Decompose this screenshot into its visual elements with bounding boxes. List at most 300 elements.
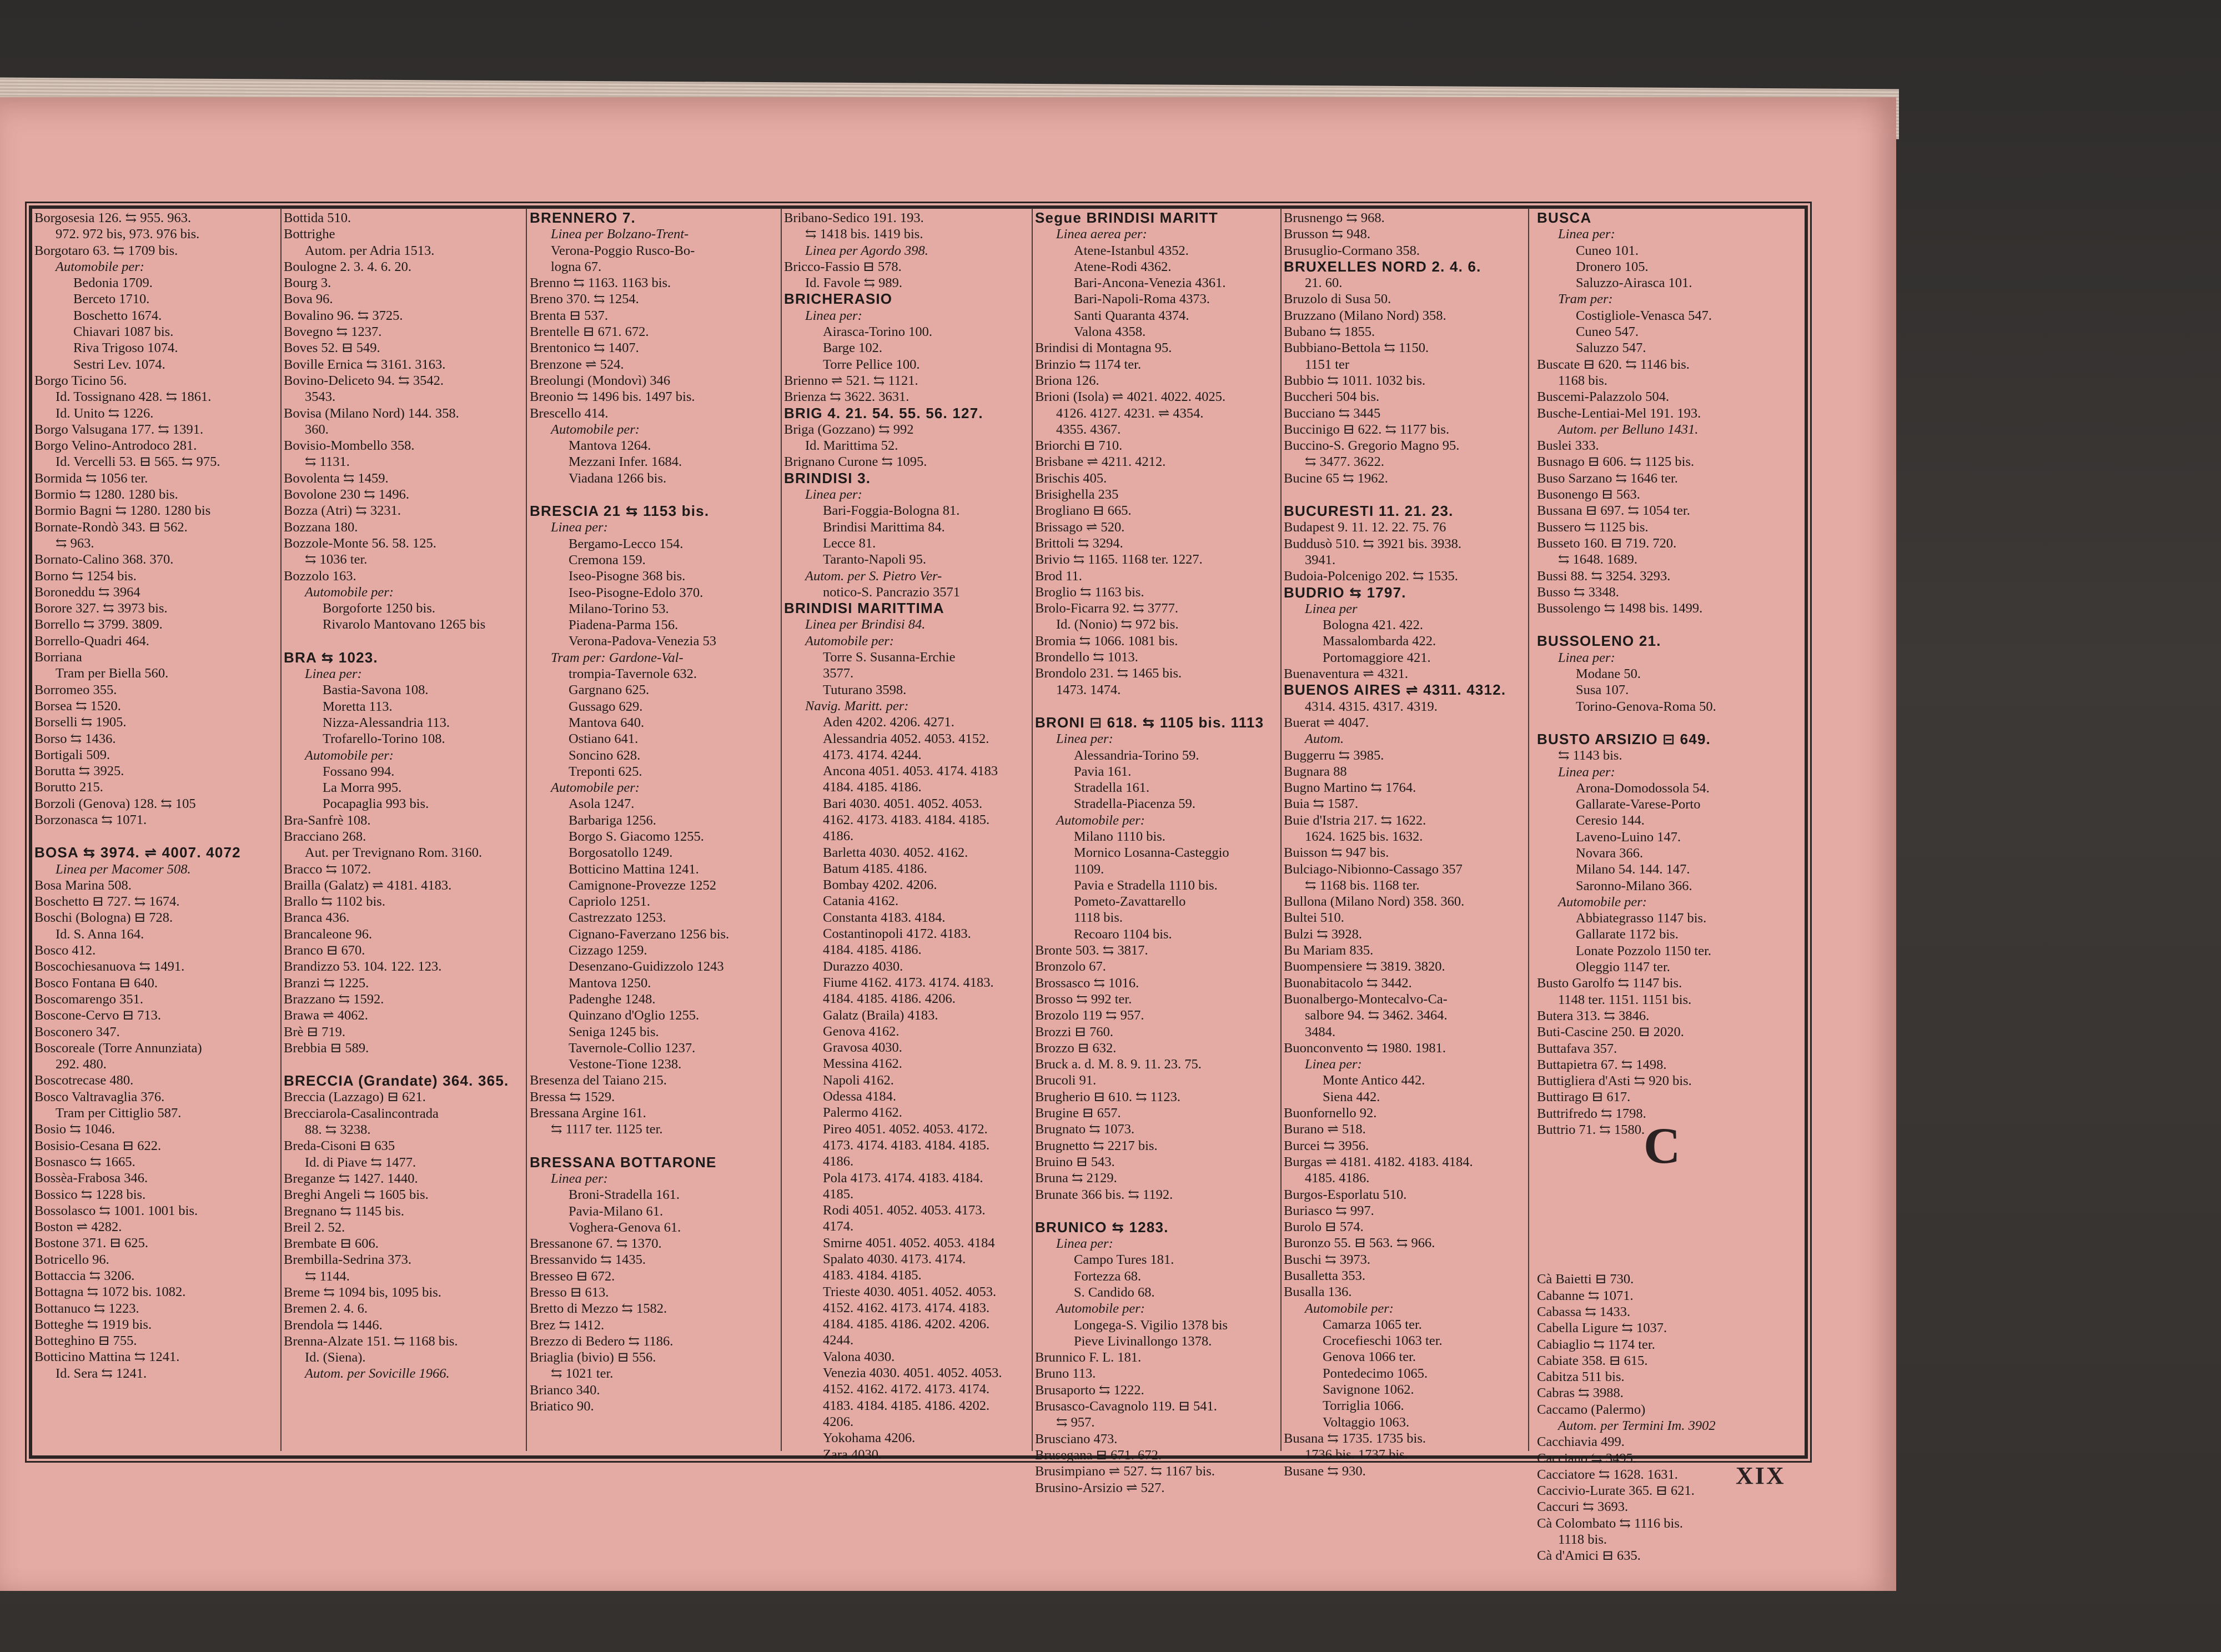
index-entry: Buccinigo ⊟ 622. ⇆ 1177 bis.	[1284, 421, 1450, 437]
index-entry: Brucoli 91.	[1035, 1073, 1097, 1088]
index-entry: Bullona (Milano Nord) 358. 360.	[1284, 894, 1465, 910]
index-entry: BOSA ⇆ 3974. ⇌ 4007. 4072	[34, 844, 241, 861]
index-entry: Bovisio-Mombello 358.	[284, 438, 415, 454]
index-entry: Venezia 4030. 4051. 4052. 4053.	[823, 1365, 1002, 1381]
index-entry: Camignone-Provezze 1252	[569, 877, 717, 893]
index-entry: Asola 1247.	[569, 796, 635, 812]
index-entry: Aden 4202. 4206. 4271.	[823, 715, 954, 730]
index-entry: Briaglia (bivio) ⊟ 556.	[530, 1350, 656, 1365]
index-entry: Abbiategrasso 1147 bis.	[1576, 911, 1707, 926]
index-entry: Brondello ⇆ 1013.	[1035, 650, 1138, 665]
index-entry: Cà Colombato ⇆ 1116 bis.	[1537, 1515, 1684, 1531]
column-3	[530, 210, 780, 1448]
index-entry: Trieste 4030. 4051. 4052. 4053.	[823, 1284, 997, 1299]
column-divider	[1032, 208, 1033, 1451]
index-entry: Fossano 994.	[323, 764, 395, 779]
index-entry: Borgoforte 1250 bis.	[323, 601, 436, 616]
index-entry: Tram per:	[1558, 292, 1613, 307]
index-entry: Broglio ⇆ 1163 bis.	[1035, 584, 1144, 600]
index-entry: Bedonia 1709.	[73, 275, 153, 291]
index-entry: Bergamo-Lecco 154.	[569, 536, 684, 551]
index-entry: BUENOS AIRES ⇌ 4311. 4312.	[1284, 681, 1506, 699]
index-entry: Autom.	[1305, 731, 1344, 747]
index-entry: Pavia e Stradella 1110 bis.	[1074, 877, 1218, 893]
index-entry: Cabiaglio ⇆ 1174 ter.	[1537, 1337, 1655, 1352]
index-entry: ⇆ 1418 bis. 1419 bis.	[805, 227, 923, 242]
index-entry: Bozzolo 163.	[284, 568, 356, 584]
index-entry: ⇆ 1648. 1689.	[1558, 552, 1638, 568]
index-entry: BRUXELLES NORD 2. 4. 6.	[1284, 258, 1481, 275]
index-entry: Bari-Foggia-Bologna 81.	[823, 503, 960, 519]
index-entry: Rodi 4051. 4052. 4053. 4173.	[823, 1203, 986, 1218]
index-entry: Buggerru ⇆ 3985.	[1284, 747, 1384, 763]
column-divider	[526, 208, 527, 1451]
index-entry: Bourg 3.	[284, 275, 331, 291]
index-entry: Boschi (Bologna) ⊟ 728.	[34, 910, 173, 926]
index-entry: BRUNICO ⇆ 1283.	[1035, 1218, 1169, 1236]
index-entry: Brugine ⊟ 657.	[1035, 1106, 1121, 1121]
index-entry: Brentonico ⇆ 1407.	[530, 340, 639, 356]
index-entry: Torriglia 1066.	[1323, 1398, 1404, 1414]
index-entry: Buccino-S. Gregorio Magno 95.	[1284, 438, 1460, 454]
index-entry: Bubbiano-Bettola ⇆ 1150.	[1284, 340, 1429, 356]
index-entry: Brawa ⇌ 4062.	[284, 1008, 368, 1023]
index-entry: Botticino Mattina ⇆ 1241.	[34, 1349, 180, 1365]
index-entry: Borutto 215.	[34, 780, 103, 795]
index-entry: Brozzo ⊟ 632.	[1035, 1040, 1117, 1056]
index-entry: Gallarate-Varese-Porto	[1576, 797, 1701, 812]
index-entry: Bracciano 268.	[284, 828, 366, 844]
index-entry: Mantova 1250.	[569, 975, 651, 991]
index-entry: 4173. 4174. 4244.	[823, 747, 922, 762]
index-entry: Bromia ⇆ 1066. 1081 bis.	[1035, 633, 1178, 649]
index-entry: Brandizzo 53. 104. 122. 123.	[284, 959, 442, 975]
index-entry: Bosa Marina 508.	[34, 877, 132, 893]
index-entry: Cabiate 358. ⊟ 615.	[1537, 1353, 1648, 1368]
index-entry: BUSCA	[1537, 209, 1592, 226]
index-entry: Recoaro 1104 bis.	[1074, 926, 1172, 942]
index-entry: Buonfornello 92.	[1284, 1106, 1377, 1121]
index-entry: Automobile per:	[1056, 812, 1145, 828]
index-entry: Bozzole-Monte 56. 58. 125.	[284, 535, 436, 551]
index-entry: 360.	[305, 421, 329, 437]
index-entry: Monte Antico 442.	[1323, 1073, 1425, 1088]
index-entry: 4186.	[823, 1154, 854, 1169]
index-entry: Buttigliera d'Asti ⇆ 920 bis.	[1537, 1073, 1692, 1089]
index-entry: Brazzano ⇆ 1592.	[284, 991, 384, 1007]
index-entry: Bresseo ⊟ 672.	[530, 1268, 615, 1284]
index-entry: Bari-Napoli-Roma 4373.	[1074, 292, 1210, 307]
index-entry: Cacchiavia 499.	[1537, 1434, 1625, 1450]
index-entry: Galatz (Braila) 4183.	[823, 1007, 938, 1023]
index-entry: Briorchi ⊟ 710.	[1035, 438, 1123, 454]
index-entry: Camarza 1065 ter.	[1323, 1317, 1422, 1332]
column-4	[784, 210, 1031, 1462]
index-entry: Brissago ⇌ 520.	[1035, 519, 1125, 535]
index-entry: Brenna-Alzate 151. ⇆ 1168 bis.	[284, 1333, 458, 1349]
index-entry: Bruzzano (Milano Nord) 358.	[1284, 308, 1446, 323]
index-entry: Buompensiere ⇆ 3819. 3820.	[1284, 959, 1445, 975]
index-entry: Autom. per Sovicille 1966.	[305, 1366, 450, 1382]
index-entry: Brianco 340.	[530, 1382, 600, 1398]
index-entry: Alessandria 4052. 4053. 4152.	[823, 731, 989, 746]
index-entry: Buddusò 510. ⇆ 3921 bis. 3938.	[1284, 536, 1461, 551]
index-entry: Busto Garolfo ⇆ 1147 bis.	[1537, 976, 1682, 991]
index-entry: BRINDISI 3.	[784, 469, 871, 486]
index-entry: Viadana 1266 bis.	[569, 470, 667, 486]
index-entry: Automobile per:	[1558, 894, 1647, 910]
index-entry: Atene-Istanbul 4352.	[1074, 243, 1189, 258]
index-entry: Borgosesia 126. ⇆ 955. 963.	[34, 210, 192, 225]
index-entry: Ostiano 641.	[569, 731, 639, 747]
index-entry: Berceto 1710.	[73, 292, 150, 307]
index-entry: Buenaventura ⇌ 4321.	[1284, 666, 1408, 682]
index-entry: Brisighella 235	[1035, 487, 1119, 503]
index-entry: Massalombarda 422.	[1323, 634, 1436, 649]
index-entry: Bossico ⇆ 1228 bis.	[34, 1187, 146, 1202]
index-entry: 88. ⇆ 3238.	[305, 1122, 371, 1138]
index-entry: Brugherio ⊟ 610. ⇆ 1123.	[1035, 1089, 1180, 1104]
index-entry: Pavia-Milano 61.	[569, 1203, 664, 1219]
index-entry: 4186.	[823, 828, 854, 844]
index-entry: Brè ⊟ 719.	[284, 1024, 346, 1040]
index-entry: BRONI ⊟ 618. ⇆ 1105 bis. 1113	[1035, 714, 1264, 731]
index-entry: Automobile per:	[305, 747, 394, 763]
index-entry: Aut. per Trevignano Rom. 3160.	[305, 845, 483, 861]
index-entry: 1624. 1625 bis. 1632.	[1305, 828, 1423, 844]
index-entry: Borriana	[34, 650, 82, 665]
index-entry: Automobile per:	[1056, 1301, 1145, 1317]
index-entry: Brusegana ⊟ 671. 672.	[1035, 1447, 1162, 1463]
index-entry: Id. (Nonio) ⇆ 972 bis.	[1056, 617, 1179, 632]
index-entry: Genova 1066 ter.	[1323, 1349, 1416, 1365]
index-entry: Brescello 414.	[530, 405, 609, 421]
index-entry: Seniga 1245 bis.	[569, 1024, 659, 1040]
index-entry: Bresso ⊟ 613.	[530, 1285, 609, 1300]
index-entry: Budapest 9. 11. 12. 22. 75. 76	[1284, 520, 1446, 535]
index-entry: Briga (Gozzano) ⇆ 992	[784, 421, 914, 437]
index-entry: Boscoreale (Torre Annunziata)	[34, 1040, 202, 1056]
index-entry: Bruno 113.	[1035, 1366, 1096, 1382]
index-entry: BRINDISI MARITTIMA	[784, 600, 944, 617]
index-entry: BRA ⇆ 1023.	[284, 649, 378, 666]
index-entry: Bossèa-Frabosa 346.	[34, 1171, 148, 1186]
index-entry: Bucine 65 ⇆ 1962.	[1284, 470, 1388, 486]
index-entry: 1736 bis. 1737 bis.	[1305, 1447, 1408, 1463]
index-entry: Linea per Agordo 398.	[805, 243, 928, 258]
index-entry: Bormida ⇆ 1056 ter.	[34, 470, 148, 486]
index-entry: Constanta 4183. 4184.	[823, 910, 946, 925]
index-entry: ⇆ 957.	[1056, 1415, 1095, 1430]
index-entry: Breccia (Lazzago) ⊟ 621.	[284, 1089, 426, 1105]
index-entry: Brentelle ⊟ 671. 672.	[530, 324, 649, 340]
index-entry: Pireo 4051. 4052. 4053. 4172.	[823, 1121, 988, 1137]
index-entry: Bosco Fontana ⊟ 640.	[34, 975, 158, 991]
index-entry: S. Candido 68.	[1074, 1285, 1155, 1300]
index-entry: Bressanone 67. ⇆ 1370.	[530, 1236, 662, 1252]
index-entry: Verona-Padova-Venezia 53	[569, 634, 716, 649]
index-entry: Branco ⊟ 670.	[284, 943, 365, 958]
index-entry: Broni-Stradella 161.	[569, 1187, 680, 1203]
index-entry: Crocefieschi 1063 ter.	[1323, 1333, 1443, 1349]
index-entry: Iseo-Pisogne-Edolo 370.	[569, 585, 704, 600]
index-entry: Rivarolo Mantovano 1265 bis	[323, 617, 486, 632]
index-entry: Breme ⇆ 1094 bis, 1095 bis.	[284, 1285, 441, 1300]
index-entry: Borgotaro 63. ⇆ 1709 bis.	[34, 243, 178, 258]
index-entry: Barbariga 1256.	[569, 812, 656, 828]
index-entry: La Morra 995.	[323, 780, 402, 796]
index-entry: Borgo Ticino 56.	[34, 373, 127, 388]
index-entry: 972. 972 bis, 973. 976 bis.	[56, 227, 200, 242]
index-entry: Bottanuco ⇆ 1223.	[34, 1300, 139, 1316]
index-entry: Brindisi Marittima 84.	[823, 519, 945, 535]
index-entry: 1151 ter	[1305, 356, 1350, 372]
index-entry: Automobile per:	[551, 421, 640, 437]
index-entry: Cà Baietti ⊟ 730.	[1537, 1272, 1634, 1287]
index-entry: Borrello-Quadri 464.	[34, 633, 149, 649]
index-entry: Linea per	[1305, 601, 1358, 616]
index-entry: Burano ⇌ 518.	[1284, 1122, 1366, 1137]
index-entry: Pola 4173. 4174. 4183. 4184.	[823, 1170, 983, 1186]
index-entry: Brecciarola-Casalincontrada	[284, 1106, 439, 1121]
index-entry: Automobile per:	[805, 633, 894, 649]
index-entry: Quinzano d'Oglio 1255.	[569, 1008, 700, 1023]
index-entry: Buttafava 357.	[1537, 1041, 1617, 1056]
index-entry: Brittoli ⇆ 3294.	[1035, 535, 1123, 551]
index-entry: Brienza ⇆ 3622. 3631.	[784, 389, 909, 405]
index-entry: Cà d'Amici ⊟ 635.	[1537, 1548, 1641, 1564]
index-entry: Cabras ⇆ 3988.	[1537, 1385, 1624, 1401]
index-entry: Automobile per:	[56, 259, 144, 274]
index-entry: 1109.	[1074, 861, 1104, 877]
index-entry: Saluzzo-Airasca 101.	[1576, 275, 1692, 291]
index-entry: ⇆ 963.	[56, 535, 94, 551]
index-entry: Cabassa ⇆ 1433.	[1537, 1304, 1631, 1319]
index-entry: Campo Tures 181.	[1074, 1252, 1174, 1268]
index-entry: Burgas ⇌ 4181. 4182. 4183. 4184.	[1284, 1154, 1473, 1169]
index-entry: Siena 442.	[1323, 1089, 1380, 1104]
index-entry: Branzi ⇆ 1225.	[284, 975, 369, 991]
index-entry: Bortigali 509.	[34, 747, 110, 762]
index-entry: Mantova 640.	[569, 715, 645, 730]
index-entry: Napoli 4162.	[823, 1072, 894, 1088]
index-entry: Brondolo 231. ⇆ 1465 bis.	[1035, 666, 1182, 681]
index-entry: Palermo 4162.	[823, 1105, 902, 1121]
index-entry: Busalletta 353.	[1284, 1268, 1365, 1283]
index-entry: Buia ⇆ 1587.	[1284, 796, 1359, 812]
index-entry: Brusciano 473.	[1035, 1431, 1118, 1447]
index-entry: Breil 2. 52.	[284, 1219, 345, 1235]
index-entry: Brancaleone 96.	[284, 926, 373, 942]
index-entry: Borgo Velino-Antrodoco 281.	[34, 438, 197, 454]
index-entry: Buriasco ⇆ 997.	[1284, 1203, 1374, 1218]
index-entry: Dronero 105.	[1576, 259, 1649, 274]
index-entry: Brenta ⊟ 537.	[530, 308, 608, 323]
index-entry: Zara 4030.	[823, 1447, 882, 1462]
index-entry: BUSTO ARSIZIO ⊟ 649.	[1537, 730, 1711, 747]
index-entry: Pocapaglia 993 bis.	[323, 796, 429, 812]
index-entry: Bribano-Sedico 191. 193.	[784, 210, 924, 225]
index-entry: Autom. per Belluno 1431.	[1558, 421, 1699, 437]
index-entry: 1168 bis.	[1558, 373, 1607, 388]
index-entry: Brunnico F. L. 181.	[1035, 1350, 1142, 1365]
index-entry: Bretto di Mezzo ⇆ 1582.	[530, 1301, 667, 1317]
index-entry: Botteghino ⊟ 755.	[34, 1333, 137, 1349]
index-entry: Buttrio 71. ⇆ 1580.	[1537, 1122, 1645, 1138]
index-entry: Modane 50.	[1576, 666, 1641, 682]
index-entry: Botticino Mattina 1241.	[569, 861, 699, 877]
index-entry: Brusaporto ⇆ 1222.	[1035, 1382, 1144, 1398]
index-entry: Bruna ⇆ 2129.	[1035, 1171, 1117, 1186]
index-entry: Durazzo 4030.	[823, 958, 903, 974]
index-entry: Brod 11.	[1035, 568, 1082, 584]
index-entry: Brozolo 119 ⇆ 957.	[1035, 1008, 1144, 1023]
index-entry: Brusimpiano ⇌ 527. ⇆ 1167 bis.	[1035, 1464, 1215, 1479]
index-entry: Buronzo 55. ⊟ 563. ⇆ 966.	[1284, 1236, 1435, 1251]
index-entry: 4184. 4185. 4186. 4202. 4206.	[823, 1317, 990, 1332]
index-entry: Boscotrecase 480.	[34, 1073, 134, 1088]
index-entry: 4355. 4367.	[1056, 421, 1121, 437]
index-entry: 3484.	[1305, 1024, 1336, 1040]
index-entry: Gussago 629.	[569, 699, 643, 714]
index-entry: Atene-Rodi 4362.	[1074, 259, 1172, 274]
index-entry: Bova 96.	[284, 292, 333, 307]
index-entry: Buerat ⇌ 4047.	[1284, 715, 1369, 730]
index-entry: Bastia-Savona 108.	[323, 682, 429, 698]
index-entry: Linea per:	[1558, 650, 1615, 665]
index-entry: Linea per:	[1056, 1236, 1113, 1252]
index-entry: Busalla 136.	[1284, 1284, 1352, 1300]
index-entry: Saluzzo 547.	[1576, 340, 1646, 356]
index-entry: Chiavari 1087 bis.	[73, 324, 174, 340]
index-entry: Linea per:	[805, 308, 862, 323]
index-entry: 21. 60.	[1305, 275, 1343, 291]
index-entry: Linea per:	[805, 487, 862, 503]
index-entry: Barge 102.	[823, 340, 883, 356]
index-entry: Desenzano-Guidizzolo 1243	[569, 959, 724, 975]
index-entry: Linea per:	[1558, 227, 1615, 242]
index-entry: Boschetto ⊟ 727. ⇆ 1674.	[34, 894, 180, 910]
index-entry: Buttrifredo ⇆ 1798.	[1537, 1106, 1646, 1121]
index-entry: Riva Trigoso 1074.	[73, 340, 178, 356]
index-entry: Capriolo 1251.	[569, 894, 650, 910]
index-entry: Costigliole-Venasca 547.	[1576, 308, 1712, 323]
index-entry: Borore 327. ⇆ 3973 bis.	[34, 601, 168, 616]
index-entry: Milano 1110 bis.	[1074, 828, 1165, 844]
index-entry: Bornate-Rondò 343. ⊟ 562.	[34, 519, 188, 535]
index-entry: Linea aerea per:	[1056, 227, 1147, 242]
index-entry: Bressana Argine 161.	[530, 1106, 646, 1121]
index-entry: Borgo S. Giacomo 1255.	[569, 828, 704, 844]
index-entry: Treponti 625.	[569, 764, 642, 779]
index-entry: Boulogne 2. 3. 4. 6. 20.	[284, 259, 412, 274]
index-entry: Bari-Ancona-Venezia 4361.	[1074, 275, 1226, 291]
index-entry: Brugnato ⇆ 1073.	[1035, 1122, 1135, 1137]
index-entry: Borgosatollo 1249.	[569, 845, 673, 861]
index-entry: Buti-Cascine 250. ⊟ 2020.	[1537, 1025, 1684, 1040]
index-entry: Brusnengo ⇆ 968.	[1284, 210, 1385, 225]
index-entry: Buie d'Istria 217. ⇆ 1622.	[1284, 812, 1426, 828]
index-entry: Borrello ⇆ 3799. 3809.	[34, 617, 163, 632]
index-entry: Buscate ⊟ 620. ⇆ 1146 bis.	[1537, 356, 1690, 372]
index-entry: Boscone-Cervo ⊟ 713.	[34, 1008, 162, 1023]
index-entry: Brebbia ⊟ 589.	[284, 1040, 369, 1056]
index-entry: 1148 ter. 1151. 1151 bis.	[1558, 992, 1692, 1007]
index-entry: Buonconvento ⇆ 1980. 1981.	[1284, 1040, 1446, 1056]
index-entry: Bosco 412.	[34, 943, 96, 958]
index-entry: Cacciatore ⇆ 1628. 1631.	[1537, 1467, 1678, 1482]
index-entry: Fiume 4162. 4173. 4174. 4183.	[823, 975, 994, 990]
index-entry: ⇆ 1117 ter. 1125 ter.	[551, 1122, 663, 1137]
index-entry: 4152. 4162. 4172. 4173. 4174.	[823, 1382, 990, 1397]
index-entry: Airasca-Torino 100.	[823, 324, 932, 340]
index-entry: 4184. 4185. 4186.	[823, 780, 922, 795]
index-entry: Soncino 628.	[569, 747, 641, 763]
index-entry: Brembilla-Sedrina 373.	[284, 1252, 411, 1268]
index-entry: Autom. per Adria 1513.	[305, 243, 435, 258]
index-entry: Butera 313. ⇆ 3846.	[1537, 1008, 1650, 1023]
index-entry: Automobile per:	[305, 584, 394, 600]
column-divider	[781, 208, 782, 1451]
index-entry: Stradella 161.	[1074, 780, 1150, 796]
index-entry: Gravosa 4030.	[823, 1040, 902, 1056]
index-entry: Bresenza del Taiano 215.	[530, 1073, 667, 1088]
index-entry: Cabella Ligure ⇆ 1037.	[1537, 1320, 1667, 1336]
index-entry: Burolo ⊟ 574.	[1284, 1219, 1364, 1235]
index-entry: Linea per:	[305, 666, 362, 682]
index-entry: Id. Tossignano 428. ⇆ 1861.	[56, 389, 212, 405]
index-entry: Yokohama 4206.	[823, 1430, 916, 1446]
index-entry: Breganze ⇆ 1427. 1440.	[284, 1171, 418, 1186]
index-entry: Bornato-Calino 368. 370.	[34, 552, 174, 568]
index-entry: ⇆ 1144.	[305, 1268, 350, 1284]
index-entry: Brailla (Galatz) ⇌ 4181. 4183.	[284, 877, 452, 893]
index-entry: Buslei 333.	[1537, 438, 1599, 454]
index-entry: Bucciano ⇆ 3445	[1284, 405, 1381, 421]
index-entry: Botteghe ⇆ 1919 bis.	[34, 1317, 152, 1332]
index-entry: Busnago ⊟ 606. ⇆ 1125 bis.	[1537, 454, 1695, 470]
column-1	[34, 210, 283, 1448]
index-entry: Brusino-Arsizio ⇌ 527.	[1035, 1480, 1165, 1495]
index-entry: Torino-Genova-Roma 50.	[1576, 699, 1716, 714]
index-entry: Piadena-Parma 156.	[569, 617, 679, 633]
index-entry: Tram per: Gardone-Val-	[551, 650, 684, 665]
index-entry: Tram per Biella 560.	[56, 666, 169, 681]
index-entry: Bubbio ⇆ 1011. 1032 bis.	[1284, 373, 1426, 388]
index-entry: Burgos-Esporlatu 510.	[1284, 1187, 1407, 1202]
index-entry: Barletta 4030. 4052. 4162.	[823, 845, 968, 860]
index-entry: Trofarello-Torino 108.	[323, 731, 445, 747]
index-entry: Brallo ⇆ 1102 bis.	[284, 894, 385, 910]
index-entry: Navig. Maritt. per:	[805, 698, 909, 714]
index-entry: Breno 370. ⇆ 1254.	[530, 292, 639, 307]
index-entry: Costantinopoli 4172. 4183.	[823, 926, 971, 942]
index-entry: Id. Vercelli 53. ⊟ 565. ⇆ 975.	[56, 454, 220, 470]
index-entry: 1118 bis.	[1074, 910, 1123, 926]
index-entry: Buso Sarzano ⇆ 1646 ter.	[1537, 470, 1678, 486]
index-entry: Boroneddu ⇆ 3964	[34, 584, 140, 600]
index-entry: 4314. 4315. 4317. 4319.	[1305, 699, 1438, 714]
index-entry: Bologna 421. 422.	[1323, 617, 1424, 633]
index-entry: Boscochiesanuova ⇆ 1491.	[34, 959, 185, 975]
index-entry: 4183. 4184. 4185. 4186. 4202.	[823, 1398, 990, 1413]
index-entry: Moretta 113.	[323, 699, 393, 714]
index-entry: Borgo Valsugana 177. ⇆ 1391.	[34, 421, 204, 437]
index-entry: Brenno ⇆ 1163. 1163 bis.	[530, 275, 671, 291]
index-entry: Vestone-Tione 1238.	[569, 1057, 682, 1072]
index-entry: 3941.	[1305, 552, 1336, 568]
index-entry: Cabitza 511 bis.	[1537, 1369, 1625, 1385]
